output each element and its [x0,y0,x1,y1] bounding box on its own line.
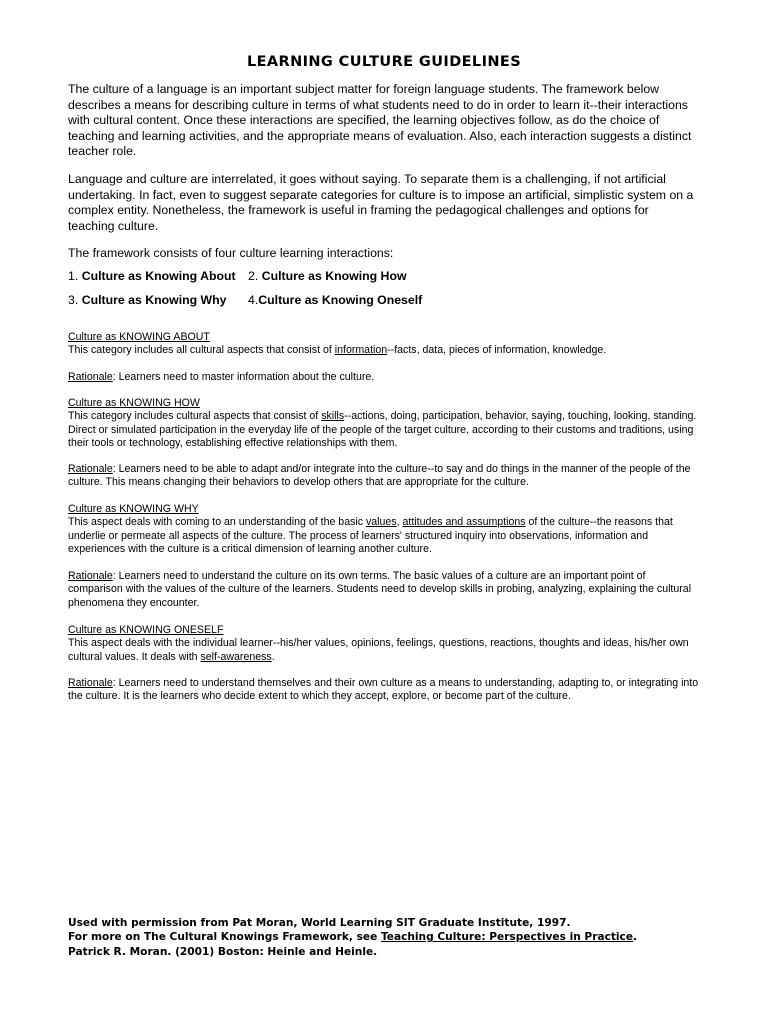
section-heading: Culture as KNOWING ONESELF [68,624,224,636]
desc-text: This aspect deals with coming to an understanding of the basic [68,516,366,529]
desc-keyword: skills [321,410,345,423]
rationale-label: Rationale [68,371,113,383]
section-knowing-how [68,397,700,451]
list-label-2: Culture as Knowing How [261,269,407,283]
list-item-2 [248,268,407,284]
footer-reference-line [68,930,708,944]
footer-permission-line: Used with permission from Pat Moran, World Learning SIT Graduate Institute, 1997. [68,917,571,929]
desc-text: , [396,516,403,529]
rationale-text: : Learners need to understand the culture on its own terms. The basic values of a culture are an important point of comparison with the values of the culture of the learners. Students need to develop skills in probing, analyzing, explaining the cultural phenomena they encounter. [68,570,692,609]
list-item-1 [68,269,236,283]
section-description [68,516,673,555]
list-label-1: Culture as Knowing About [81,269,236,283]
list-label-3: Culture as Knowing Why [81,293,227,307]
rationale-knowing-oneself [68,677,700,704]
rationale-label: Rationale [68,677,113,689]
list-number-2: 2. [248,269,262,283]
rationale-label: Rationale [68,463,113,475]
desc-text: --actions, doing, participation, behavior, saying, touching, looking, standing. Direct or simulated participation in the everyday life of the people of the target culture, according to their customs and traditions, using their tools or technology, establishing effective relationships with them. [68,410,697,450]
footer-publisher-line: Patrick R. Moran. (2001) Boston: Heinle and Heinle. [68,945,378,958]
section-knowing-why [68,503,700,557]
desc-keyword: self-awareness [200,650,272,663]
desc-text: of the culture--the reasons that underlie or permeate all aspects of the culture. The process of learners' structured inquiry into observations, information and experiences with the culture is a critical dimension of learning another culture. [68,516,673,556]
interaction-list-row-1 [68,268,407,284]
list-label-4: Culture as Knowing Oneself [258,293,423,307]
rationale-knowing-how [68,463,700,490]
list-number-3: 3. [68,293,82,307]
footer-text: For more on The Cultural Knowings Framework, see [68,931,381,944]
list-item-3 [68,293,227,307]
section-heading: Culture as KNOWING ABOUT [68,331,210,343]
intro-paragraph-2: Language and culture are interrelated, it goes without saying. To separate them is a challenging, if not artificial undertaking. In fact, even to suggest separate categories for culture is to impose an artificial, simplistic system on a complex entity. Nonetheless, the framework is useful in framing the pedagogical challenges and options for teaching culture. [68,172,694,233]
desc-text: This aspect deals with the individual learner--his/her values, opinions, feelings, questions, reactions, thoughts and ideas, his/her own cultural values. It deals with [68,637,689,663]
citation-footer [68,916,708,959]
book-title-link: Teaching Culture: Perspectives in Practice [380,931,634,944]
desc-text: --facts, data, pieces of information, knowledge. [387,344,607,357]
section-description [68,410,696,449]
desc-keyword: values [365,516,397,529]
section-heading: Culture as KNOWING WHY [68,503,199,515]
intro-paragraph-3: The framework consists of four culture learning interactions: [68,246,394,260]
interaction-list-row-2 [68,292,423,308]
section-knowing-oneself [68,624,700,664]
list-item-4 [248,292,422,308]
desc-keyword: information [334,344,388,357]
list-number-1: 1. [68,269,82,283]
desc-text: . [271,650,275,663]
rationale-knowing-why [68,570,700,610]
desc-keyword: attitudes and assumptions [402,516,526,529]
rationale-label: Rationale [68,570,113,582]
rationale-text: : Learners need to be able to adapt and/or integrate into the culture--to say and do things in the manner of the people of the culture. This means changing their behaviors to develop others that are appropriate for the culture. [68,463,691,489]
list-number-4: 4. [248,293,259,307]
section-description [68,344,606,356]
section-knowing-about [68,331,700,358]
footer-text: . [633,931,638,944]
desc-text: This category includes cultural aspects that consist of [68,410,322,423]
section-heading: Culture as KNOWING HOW [68,397,200,409]
desc-text: This category includes all cultural aspects that consist of [68,344,335,357]
rationale-text: : Learners need to understand themselves and their own culture as a means to understanding, adapting to, or integrating into the culture. It is the learners who decide extent to which they accept, explore, or become part of the culture. [68,677,699,703]
page-title: LEARNING CULTURE GUIDELINES [246,54,522,70]
rationale-text: : Learners need to master information about the culture. [112,371,375,383]
intro-paragraph-1: The culture of a language is an important subject matter for foreign language students. The framework below describes a means for describing culture in terms of what students need to do in order to learn it--their interactions with cultural content. Once these interactions are specified, the learning objectives follow, as do the choice of teaching and learning activities, and the appropriate means of evaluation. Also, each interaction suggests a distinct teacher role. [68,82,692,158]
rationale-knowing-about [68,371,700,384]
section-description [68,637,689,662]
